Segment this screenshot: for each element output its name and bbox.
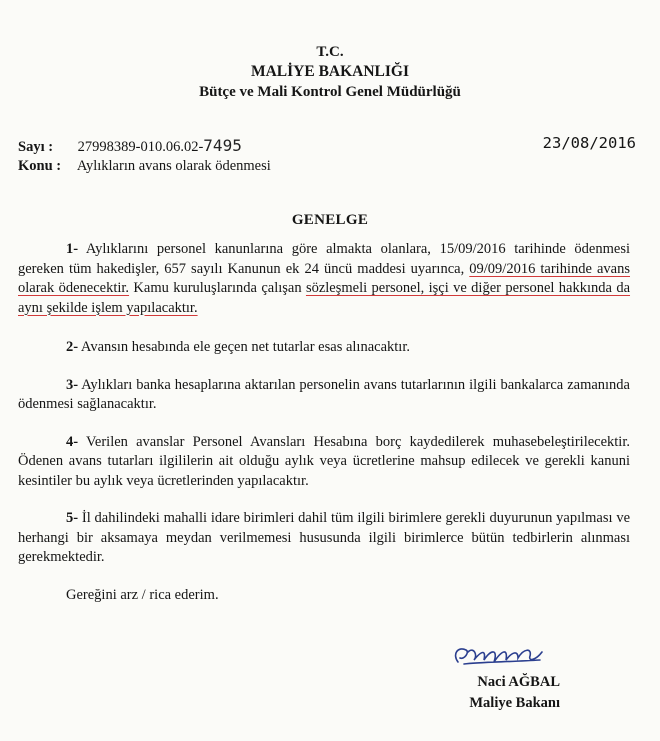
paragraph-number: 1- [66, 241, 79, 257]
letterhead [0, 42, 660, 102]
konu-value: Aylıkların avans olarak ödenmesi [76, 158, 271, 174]
paragraph-4 [18, 433, 630, 492]
paragraph-text: Verilen avanslar Personel Avansları Hesabına borç kaydedilerek muhasebeleştirilecektir. Ödenen avans tutarları ilgililerin ait olduğu aylık veya ücretlerine mahsup edilecek ve gerekli kanuni kesintiler bu aylık veya ücretlerinden yapılacaktır. [18, 433, 630, 489]
paragraph-text: Aylıkları banka hesaplarına aktarılan personelin avans tutarlarının ilgili bankalarca zamanında ödenmesi sağlanacaktır. [18, 376, 630, 412]
sayi-value: 27998389-010.06.02- [77, 139, 204, 155]
paragraph-text: İl dahilindeki mahalli idare birimleri dahil tüm ilgili birimlere gerekli duyurunun yapılması ve herhangi bir aksamaya meydan verilmemesi hususunda ilgili birimlerce bütün tedbirlerin alınması gerekmektedir. [18, 510, 630, 565]
paragraph-5 [18, 509, 630, 568]
signatory-title: Maliye Bakanı [469, 695, 560, 711]
paragraph-text: Avansın hesabında ele geçen net tutarlar esas alınacaktır. [78, 339, 410, 355]
paragraph-3 [18, 376, 630, 415]
paragraph-text: Aylıklarını personel kanunlarına göre almakta olanlara, 15/09/2016 tarihinde ödenmesi gereken tüm hakedişler, 657 sayılı Kanunun ek 24 üncü maddesi uyarınca, [18, 241, 630, 277]
letterhead-ministry: MALİYE BAKANLIĞI [250, 63, 410, 80]
underlined-text: 09/09/2016 tarihinde avans olarak ödenecektir. [18, 260, 630, 296]
closing-line: Gereğini arz / rica ederim. [66, 586, 219, 603]
paragraph-text: Kamu kuruluşlarında çalışan [129, 280, 306, 296]
signatory-name: Naci AĞBAL [477, 674, 560, 690]
konu-row [18, 157, 271, 176]
letterhead-line-tc: T.C. [316, 44, 344, 60]
paragraph-2 [18, 338, 630, 358]
sayi-row [18, 136, 271, 157]
document-title: GENELGE [291, 212, 369, 228]
paragraph-number: 3- [66, 376, 79, 393]
sayi-handwritten-number: 7495 [203, 136, 242, 155]
document-body [18, 240, 630, 623]
letterhead-directorate: Bütçe ve Mali Kontrol Genel Müdürlüğü [199, 84, 461, 100]
sayi-label: Sayı : [18, 139, 54, 155]
underlined-text: sözleşmeli personel, işçi ve diğer personel hakkında da aynı şekilde işlem yapılacaktır. [18, 280, 631, 316]
paragraph-1 [18, 240, 630, 318]
document-meta [18, 136, 271, 176]
signatory-block [450, 672, 560, 714]
konu-label: Konu : [18, 158, 62, 174]
paragraph-number: 4- [66, 433, 79, 450]
handwritten-date: 23/08/2016 [542, 134, 636, 152]
paragraph-number: 2- [66, 339, 79, 355]
paragraph-number: 5- [66, 510, 79, 526]
